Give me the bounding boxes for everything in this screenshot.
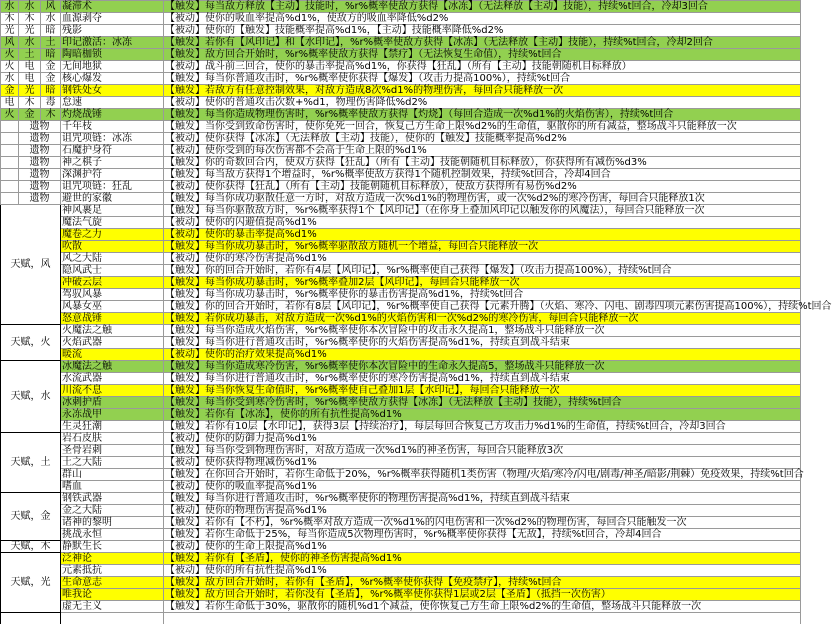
skill-name-cell[interactable]: 泛神论 — [61, 553, 164, 565]
skill-desc-cell[interactable]: 【被动】使你受到的每次伤害都不会高于生命上限的%d1% — [164, 145, 801, 157]
table-row — [1, 457, 801, 469]
element-cell[interactable]: 金 — [41, 61, 61, 73]
element-cell[interactable]: 木 — [19, 13, 41, 25]
table-row — [1, 565, 801, 577]
skill-desc-cell[interactable]: 【触发】若你有10层【水印记】，获得3层【持续治疗】，每层每回合恢复己方攻击力%d1%的生命值，持续%t回合，冷却3回合 — [164, 421, 801, 433]
element-cell[interactable]: 毒 — [41, 97, 61, 109]
section-label[interactable]: 天赋，火 — [1, 325, 61, 361]
skill-name-cell[interactable]: 生灵狂潮 — [61, 421, 164, 433]
table-row — [1, 277, 801, 289]
skill-name-cell[interactable]: 吹散 — [61, 241, 164, 253]
skill-name-cell[interactable]: 唯我论 — [61, 589, 164, 601]
skill-name-cell[interactable]: 凝滞术 — [61, 1, 164, 13]
element-cell[interactable]: 水 — [1, 1, 19, 13]
element-cell[interactable]: 光 — [1, 25, 19, 37]
skill-name-cell[interactable]: 群山 — [61, 469, 164, 481]
element-cell[interactable]: 金 — [1, 85, 19, 97]
element-cell[interactable]: 水 — [19, 37, 41, 49]
element-cell[interactable] — [1, 145, 19, 157]
table-row — [1, 421, 801, 433]
element-cell[interactable] — [1, 181, 19, 193]
table-row — [1, 469, 801, 481]
skill-desc-cell[interactable]: 【触发】每当敌方获得1个增益时，%r%概率使敌方获得1个随机控制效果，持续%t回合，冷却4回合 — [164, 169, 801, 181]
skill-desc-cell[interactable]: 【被动】使你的生命上限提高%d1% — [164, 541, 801, 553]
section-label[interactable]: 天赋，土 — [1, 433, 61, 493]
table-row — [1, 73, 801, 85]
element-cell[interactable]: 土 — [41, 37, 61, 49]
element-cell[interactable]: 土 — [19, 49, 41, 61]
skill-desc-cell[interactable]: 【触发】若你生命低于25%，每当你造成5次物理伤害时，%r%概率使你获得【无敌】，持续%t回合，冷却4回合 — [164, 529, 801, 541]
skill-desc-cell[interactable]: 【触发】若你有【圣盾】，使你的神圣伤害提高%d1% — [164, 553, 801, 565]
table-row — [1, 397, 801, 409]
table-row — [1, 13, 801, 25]
skill-desc-cell[interactable]: 【触发】每当你普通攻击时，%r%概率使你获得【爆发】（攻击力提高100%），持续%t回合 — [164, 73, 801, 85]
skill-name-cell[interactable]: 冰刺护盾 — [61, 397, 164, 409]
skill-desc-cell[interactable]: 【触发】在你回合开始时，若你生命低于20%，%r%概率获得随机1类伤害（物理/火焰/寒冷/闪电/剧毒/神圣/暗影/荆棘）免疫效果，持续%t回合 — [165, 469, 804, 480]
element-cell[interactable]: 火 — [1, 49, 19, 61]
skill-desc-cell[interactable]: 【触发】敌方回合开始时，%r%概率使敌方获得【禁疗】（无法恢复生命值），持续%t回合 — [164, 49, 801, 61]
element-cell[interactable] — [1, 121, 19, 133]
element-cell[interactable] — [1, 193, 19, 205]
skill-desc-cell[interactable]: 【被动】使你的吸血率提高%d1% — [164, 481, 801, 493]
table-row — [1, 529, 801, 541]
skill-name-cell[interactable]: 千年枝 — [61, 121, 164, 133]
element-cell[interactable]: 金 — [41, 73, 61, 85]
skill-name-cell[interactable]: 怒意战锤 — [61, 313, 164, 325]
skill-name-cell[interactable]: 生命意志 — [61, 577, 164, 589]
skill-name-cell[interactable]: 魔卷之力 — [61, 229, 164, 241]
category-cell[interactable]: 遗物 — [19, 193, 61, 205]
skill-name-cell[interactable]: 风暴女巫 — [61, 301, 164, 313]
skill-name-cell[interactable] — [61, 613, 164, 624]
element-cell[interactable]: 水 — [1, 73, 19, 85]
skill-name-cell[interactable]: 残影 — [61, 25, 164, 37]
skill-desc-cell[interactable]: 【触发】每当你恢复生命值时，%r%概率使自己叠加1层【水印记】，每回合只能释放一次 — [164, 385, 801, 397]
skill-desc-cell[interactable]: 【被动】使你获得【狂乱】（所有【主动】技能朝随机目标释放），使敌方获得所有易伤%d2% — [164, 181, 801, 193]
table-row — [1, 337, 801, 349]
skill-desc-cell[interactable]: 【触发】你的回合开始时，若你有8层【风印记】，%r%概率使自己获得【元素升腾】（火焰、寒冷、闪电、剧毒四项元素伤害提高100%），持续%t回合 — [165, 301, 832, 312]
table-row — [1, 25, 801, 37]
skill-desc-cell[interactable]: 【被动】使你的寒冷伤害提高%d1% — [164, 253, 801, 265]
table-row — [1, 1, 801, 13]
table-row — [1, 613, 801, 624]
category-cell[interactable]: 遗物 — [19, 145, 61, 157]
spreadsheet-body — [1, 1, 832, 624]
skill-name-cell[interactable]: 无间地狱 — [61, 61, 164, 73]
table-row — [1, 85, 801, 97]
skill-name-cell[interactable]: 冲破云层 — [61, 277, 164, 289]
table-row — [1, 133, 801, 145]
table-row — [1, 181, 801, 193]
skill-desc-cell[interactable]: 【被动】使你获得【冰冻】（无法释放【主动】技能），使你的【触发】技能概率提高%d2% — [164, 133, 801, 145]
element-cell[interactable]: 电 — [19, 61, 41, 73]
table-row — [1, 589, 801, 601]
table-row — [1, 517, 801, 529]
skill-desc-cell[interactable]: 【触发】每当你成功驱散任意一方时，对敌方造成一次%d1%的物理伤害，或一次%d2%的寒冷伤害，每回合只能释放1次 — [164, 193, 801, 205]
skill-name-cell[interactable]: 挑战永恒 — [61, 529, 164, 541]
element-cell[interactable]: 水 — [41, 13, 61, 25]
skill-name-cell[interactable]: 火焰武器 — [61, 337, 164, 349]
skill-name-cell[interactable]: 永冻战甲 — [61, 409, 164, 421]
category-cell[interactable]: 遗物 — [19, 121, 61, 133]
element-cell[interactable] — [1, 133, 19, 145]
table-row — [1, 97, 801, 109]
element-cell[interactable]: 光 — [19, 85, 41, 97]
element-cell[interactable]: 暗 — [41, 25, 61, 37]
skill-name-cell[interactable]: 灼烧战锤 — [61, 109, 164, 121]
table-row — [1, 241, 801, 253]
skill-desc-cell[interactable]: 【触发】每当你进行普通攻击时，%r%概率使你的寒冷伤害提高%d1%，持续直到战斗结束 — [164, 373, 801, 385]
skill-desc-cell[interactable]: 【触发】若你有【风印记】和【水印记】，%r%概率使敌方获得【冰冻】（无法释放【主动】技能），持续%t回合，冷却2回合 — [164, 37, 801, 49]
skill-desc-cell[interactable]: 【触发】若你有【冰冻】，使你的所有抗性提高%d1% — [164, 409, 801, 421]
skill-desc-cell[interactable]: 【触发】敌方回合开始时，若你没有【圣盾】，%r%概率使你获得1层或2层【圣盾】（抵挡一次伤害） — [164, 589, 801, 601]
skill-name-cell[interactable]: 水流武器 — [61, 373, 164, 385]
section-label[interactable]: 天赋，木 — [1, 541, 61, 553]
skill-name-cell[interactable]: 血源剥夺 — [61, 13, 164, 25]
element-cell[interactable]: 暗 — [41, 49, 61, 61]
skill-desc-cell[interactable]: 【触发】每当你驱散敌方时，%r%概率获得1个【风印记】（在你身上叠加风印记以触发你的风魔法），每回合只能释放一次 — [164, 205, 801, 217]
skill-name-cell[interactable]: 驾驭风暴 — [61, 289, 164, 301]
element-cell[interactable] — [1, 157, 19, 169]
skill-desc-cell[interactable]: 【触发】敌方回合开始时，若你有【圣盾】，%r%概率使你获得【免疫禁疗】，持续%t回合 — [164, 577, 801, 589]
table-row — [1, 445, 801, 457]
skill-desc-cell[interactable]: 【被动】使你的闪避值提高%d1% — [164, 217, 801, 229]
table-row — [1, 217, 801, 229]
table-row — [1, 349, 801, 361]
skill-name-cell[interactable]: 土之大陆 — [61, 457, 164, 469]
element-cell[interactable]: 火 — [1, 61, 19, 73]
table-row — [1, 481, 801, 493]
skill-name-cell[interactable]: 核心爆发 — [61, 73, 164, 85]
skill-name-cell[interactable]: 冰魔法之触 — [61, 361, 164, 373]
element-cell[interactable]: 木 — [19, 97, 41, 109]
skill-desc-cell[interactable]: 【触发】若你成功暴击，对敌方造成一次%d1%的火焰伤害和一次%d2%的寒冷伤害，每回合只能释放一次 — [164, 313, 801, 325]
skill-name-cell[interactable]: 诅咒项链：狂乱 — [61, 181, 164, 193]
skill-name-cell[interactable]: 钢铁武器 — [61, 493, 164, 505]
skill-name-cell[interactable]: 金之大陆 — [61, 505, 164, 517]
element-cell[interactable]: 风 — [1, 37, 19, 49]
element-cell[interactable]: 木 — [1, 13, 19, 25]
skill-desc-cell[interactable]: 【触发】若你有【不朽】，%r%概率对敌方造成一次%d1%的闪电伤害和一次%d2%的物理伤害，每回合只能触发一次 — [164, 517, 801, 529]
skill-desc-cell[interactable]: 【被动】使你的暴击率提高%d1% — [164, 229, 801, 241]
table-row — [1, 553, 801, 565]
skill-desc-cell[interactable]: 【触发】每当你成功暴击时，%r%概率使你的暴击伤害提高%d1%，持续%t回合 — [164, 289, 801, 301]
table-row — [1, 373, 801, 385]
element-cell[interactable]: 风 — [41, 1, 61, 13]
section-label[interactable]: 天赋，风 — [1, 205, 61, 325]
table-row — [1, 541, 801, 553]
table-row — [1, 229, 801, 241]
skill-name-cell[interactable]: 避世的家徽 — [61, 193, 164, 205]
skill-name-cell[interactable]: 暖流 — [61, 349, 164, 361]
table-row — [1, 289, 801, 301]
skill-name-cell[interactable]: 印记激活：冰冻 — [61, 37, 164, 49]
table-row — [1, 313, 801, 325]
skill-desc-cell[interactable]: 【被动】战斗前三回合，使你的暴击率提高%d1%，你获得【狂乱】（所有【主动】技能朝随机目标释放） — [164, 61, 801, 73]
skill-name-cell[interactable]: 风之大陆 — [61, 253, 164, 265]
section-label[interactable]: 天赋，水 — [1, 361, 61, 433]
table-row — [1, 265, 801, 277]
element-cell[interactable]: 金 — [19, 109, 41, 121]
table-row — [1, 193, 801, 205]
skill-desc-cell[interactable]: 【触发】每当敌方释放【主动】技能时，%r%概率使敌方获得【冰冻】（无法释放【主动】技能），持续%t回合，冷却3回合 — [164, 1, 801, 13]
section-label[interactable]: 天赋，金 — [1, 493, 61, 541]
table-row — [1, 361, 801, 373]
table-row — [1, 301, 801, 313]
skill-desc-cell[interactable]: 【被动】使你的治疗效果提高%d1% — [164, 349, 801, 361]
skill-desc-cell[interactable]: 【触发】若你生命低于30%，驱散你的随机%d1个减益，使你恢复己方生命上限%d2%的生命值，整场战斗只能释放一次 — [164, 601, 801, 613]
table-row — [1, 505, 801, 517]
skill-name-cell[interactable]: 诅咒项链：冰冻 — [61, 133, 164, 145]
category-cell[interactable]: 遗物 — [19, 181, 61, 193]
section-label[interactable] — [1, 613, 61, 624]
table-row — [1, 61, 801, 73]
element-cell[interactable]: 水 — [19, 1, 41, 13]
skill-desc-cell[interactable]: 【触发】你的回合开始时，若你有4层【风印记】，%r%概率使自己获得【爆发】（攻击力提高100%），持续%t回合 — [164, 265, 801, 277]
skill-desc-cell[interactable]: 【触发】每当你造成寒冷伤害，%r%概率使你本次冒险中的生命永久提高5，整场战斗只能释放一次 — [164, 361, 801, 373]
skill-name-cell[interactable]: 陶暗枷锁 — [61, 49, 164, 61]
skill-name-cell[interactable]: 元素抵抗 — [61, 565, 164, 577]
skill-desc-cell[interactable]: 【被动】使你获得物理减伤%d1% — [164, 457, 801, 469]
table-row — [1, 205, 801, 217]
element-cell[interactable]: 暗 — [41, 85, 61, 97]
skill-name-cell[interactable]: 怠速 — [61, 97, 164, 109]
table-row — [1, 109, 801, 121]
table-row — [1, 157, 801, 169]
table-row — [1, 145, 801, 157]
skill-desc-cell[interactable]: 【触发】每当你进行普通攻击时，%r%概率使你的火焰伤害提高%d1%，持续直到战斗结束 — [164, 337, 801, 349]
table-row — [1, 577, 801, 589]
skill-name-cell[interactable]: 静默生长 — [61, 541, 164, 553]
table-row — [1, 37, 801, 49]
table-row — [1, 253, 801, 265]
skill-desc-cell[interactable]: 【被动】使你的防御力提高%d1% — [164, 433, 801, 445]
skill-desc-cell[interactable]: 【被动】使你的【触发】技能概率提高%d1%，【主动】技能概率降低%d2% — [164, 25, 801, 37]
section-label[interactable]: 天赋，光 — [1, 553, 61, 613]
table-row — [1, 433, 801, 445]
element-cell[interactable]: 电 — [19, 73, 41, 85]
category-cell[interactable]: 遗物 — [19, 133, 61, 145]
skill-desc-cell[interactable]: 【被动】使你的吸血率提高%d1%，使敌方的吸血率降低%d2% — [164, 13, 801, 25]
table-row — [1, 169, 801, 181]
element-cell[interactable]: 木 — [41, 109, 61, 121]
table-row — [1, 325, 801, 337]
skill-desc-cell[interactable]: 【被动】使你的物理伤害提高%d1% — [164, 505, 801, 517]
table-row — [1, 493, 801, 505]
skill-name-cell[interactable]: 火魔法之触 — [61, 325, 164, 337]
element-cell[interactable]: 光 — [19, 25, 41, 37]
element-cell[interactable]: 电 — [1, 97, 19, 109]
skill-desc-cell[interactable]: 【触发】若敌方有任意控制效果，对敌方造成8次%d1%的物理伤害，每回合只能释放一次 — [164, 85, 801, 97]
skill-name-cell[interactable]: 神风裹足 — [61, 205, 164, 217]
skill-name-cell[interactable]: 神之棋子 — [61, 157, 164, 169]
skill-desc-cell[interactable]: 【触发】每当你成功暴击时，%r%概率驱散敌方随机一个增益，每回合只能释放一次 — [164, 241, 801, 253]
skill-name-cell[interactable]: 隐风武士 — [61, 265, 164, 277]
skill-desc-cell[interactable]: 【触发】每当你造成火焰伤害，%r%概率使你本次冒险中的攻击永久提高1，整场战斗只能释放一次 — [164, 325, 801, 337]
skill-desc-cell[interactable]: 【触发】你的奇数回合内，使双方获得【狂乱】（所有【主动】技能朝随机目标释放），你获得所有减伤%d3% — [164, 157, 801, 169]
table-row — [1, 409, 801, 421]
skill-desc-cell[interactable] — [164, 613, 801, 624]
skill-name-cell[interactable]: 魔法气旋 — [61, 217, 164, 229]
skill-name-cell[interactable]: 嗜血 — [61, 481, 164, 493]
skill-name-cell[interactable]: 虚无主义 — [61, 601, 164, 613]
skill-name-cell[interactable]: 岩石皮肤 — [61, 433, 164, 445]
skill-desc-cell[interactable]: 【触发】每当你受到物理伤害时，对敌方造成一次%d1%的神圣伤害，每回合只能释放3次 — [164, 445, 801, 457]
skill-desc-cell[interactable]: 【触发】当你受到致命伤害时，使你免死一回合，恢复己方生命上限%d2%的生命值，驱散你的所有减益，整场战斗只能释放一次 — [164, 121, 801, 133]
table-row — [1, 385, 801, 397]
skill-name-cell[interactable]: 石魔护身符 — [61, 145, 164, 157]
skill-desc-cell[interactable]: 【被动】使你的所有抗性提高%d1% — [164, 565, 801, 577]
skill-desc-cell[interactable]: 【触发】每当你成功暴击时，%r%概率叠加2层【风印记】，每回合只能释放一次 — [164, 277, 801, 289]
skill-desc-cell[interactable]: 【触发】每当你受到寒冷伤害时，%r%概率使敌方获得【冰冻】（无法释放【主动】技能），持续%t回合 — [164, 397, 801, 409]
table-row — [1, 49, 801, 61]
skill-name-cell[interactable]: 诸神的黎明 — [61, 517, 164, 529]
skill-name-cell[interactable]: 川流不息 — [61, 385, 164, 397]
skill-desc-cell[interactable]: 【被动】使你的普通攻击次数+%d1，物理伤害降低%d2% — [164, 97, 801, 109]
skill-name-cell[interactable]: 钢铁处女 — [61, 85, 164, 97]
table-row — [1, 601, 801, 613]
element-cell[interactable] — [1, 169, 19, 181]
skill-desc-cell[interactable]: 【触发】每当你造成物理伤害时，%r%概率使敌方获得【灼烧】（每回合造成一次%d1%的火焰伤害），持续%t回合 — [164, 109, 801, 121]
skill-desc-cell[interactable]: 【触发】每当你进行普通攻击时，%r%概率使你的物理伤害提高%d1%，持续直到战斗结束 — [164, 493, 801, 505]
skill-name-cell[interactable]: 圣骨岩刺 — [61, 445, 164, 457]
table-row — [1, 121, 801, 133]
category-cell[interactable]: 遗物 — [19, 169, 61, 181]
element-cell[interactable]: 火 — [1, 109, 19, 121]
skill-name-cell[interactable]: 深渊护符 — [61, 169, 164, 181]
category-cell[interactable]: 遗物 — [19, 157, 61, 169]
